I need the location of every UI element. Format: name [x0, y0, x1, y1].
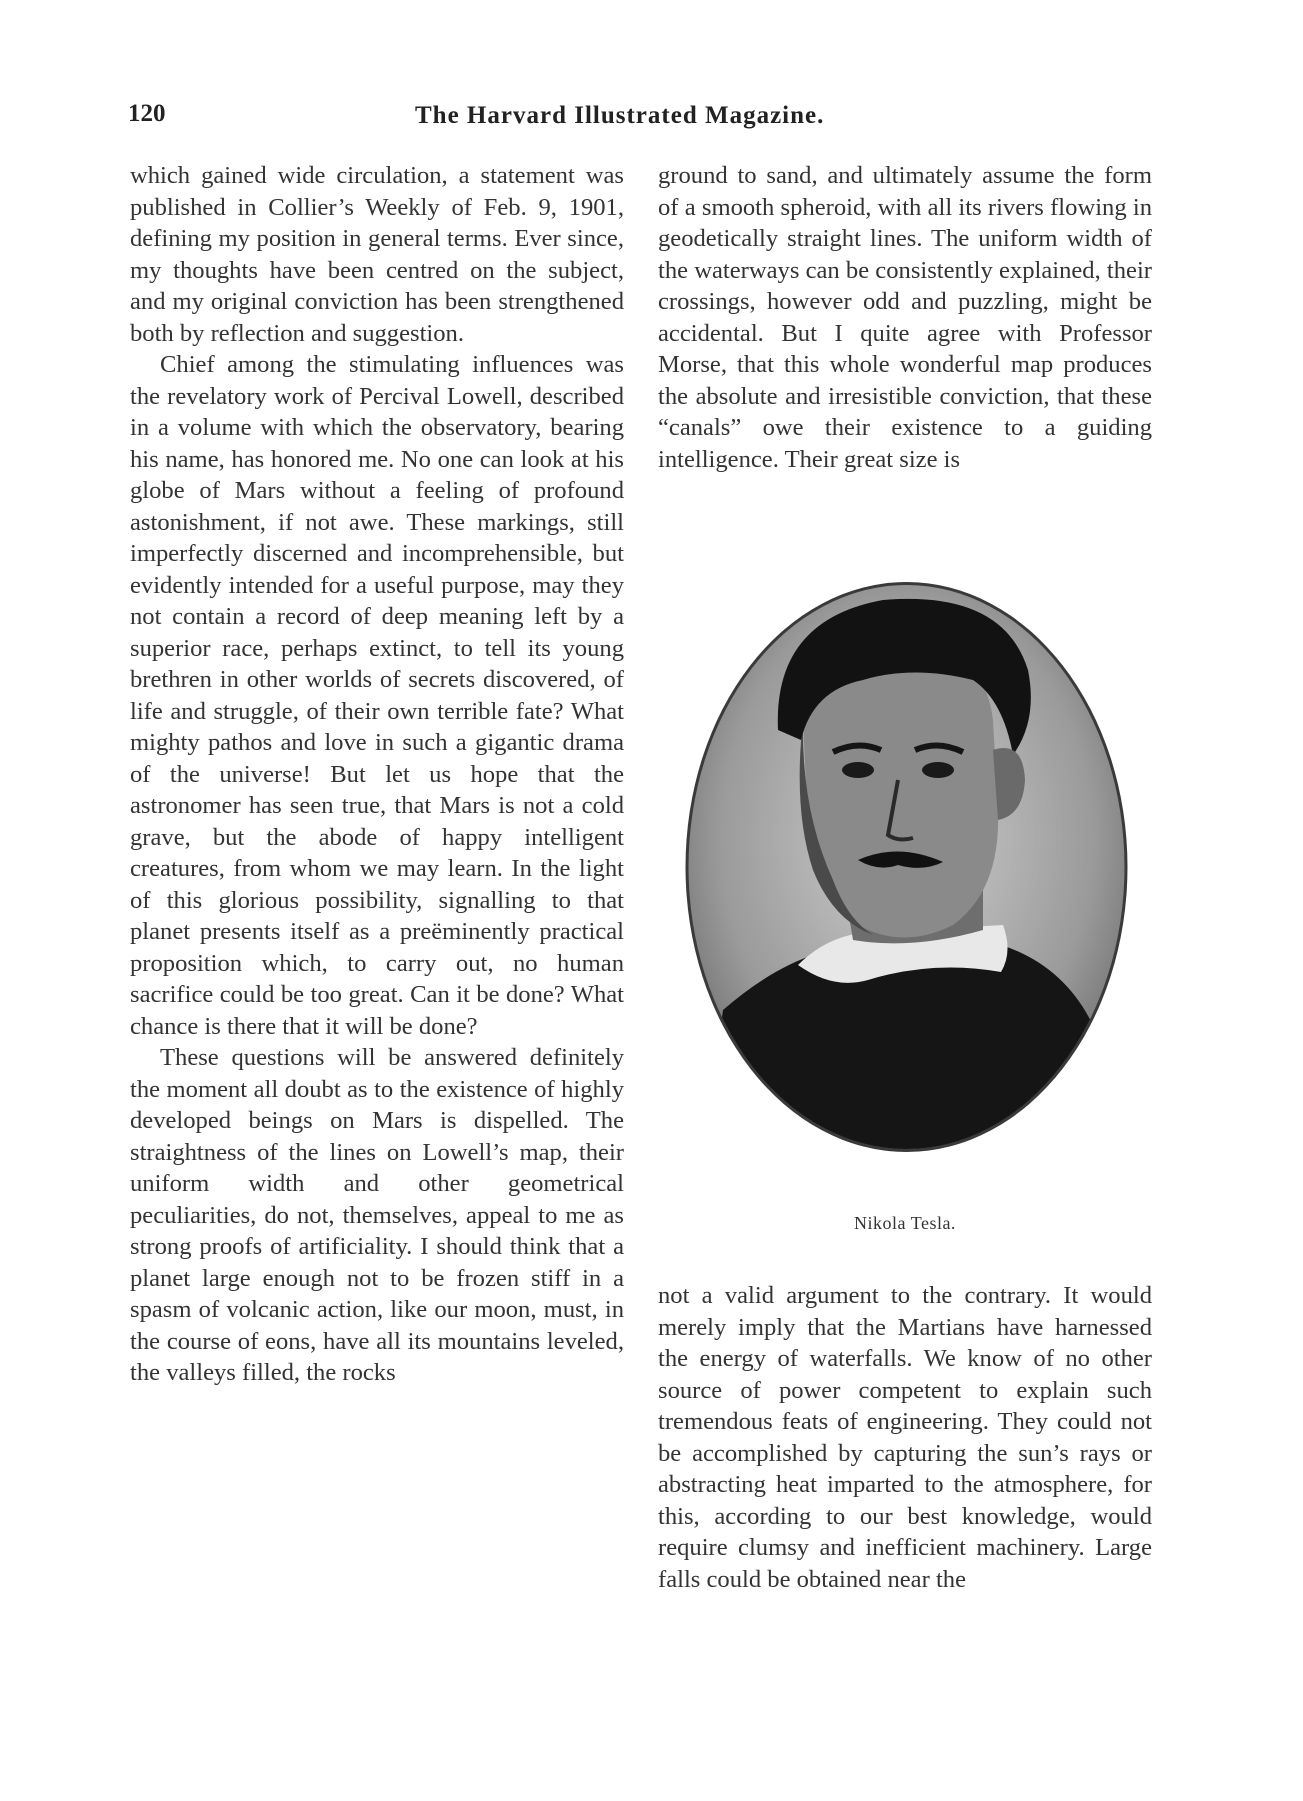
right-paragraph-bottom: not a valid argument to the contrary. It would merely imply that the Martians have harnessed the energy of waterfalls. We know of no other source of power competent to explain such tremendous feats of engineering. They could not be accomplished by capturing the sun’s rays or abstracting heat imparted to the atmosphere, for this, according to our best knowledge, would require clumsy and inefficient machinery. Large falls could be obtained near the — [658, 1282, 1152, 1593]
portrait-svg — [683, 580, 1130, 1154]
left-paragraph-3: These questions will be answered definitely the moment all doubt as to the existence of highly developed beings on Mars is dispelled. The straightness of the lines on Lowell’s map, their uniform width and other geometrical peculiarities, do not, themselves, appeal to me as strong proofs of artificiality. I should think that a planet large enough not to be frozen stiff in a spasm of volcanic action, like our moon, must, in the course of eons, have all its mountains leveled, the valleys filled, the rocks — [130, 1044, 624, 1386]
page-number: 120 — [128, 100, 166, 127]
portrait-left-eye — [842, 762, 874, 778]
left-paragraph-2: Chief among the stimulating influences was the revelatory work of Percival Lowell, described in a volume with which the observatory, bearing his name, has honored me. No one can look at his globe of Mars without a feeling of profound astonishment, if not awe. These markings, still imperfectly discerned and incomprehensible, but evidently intended for a useful purpose, may they not contain a record of deep meaning left by a superior race, perhaps extinct, to tell its young brethren in other worlds of secrets discovered, of life and struggle, of their own terrible fate? What mighty pathos and love in such a gigantic drama of the universe! But let us hope that the astronomer has seen true, that Mars is not a cold grave, but the abode of happy intelligent creatures, from whom we may learn. In the light of this glorious possibility, signalling to that planet presents itself as a preëminently practical proposition which, to carry out, no human sacrifice could be too great. Can it be done? What chance is there that it will be done? — [130, 351, 624, 1040]
portrait-illustration — [683, 580, 1130, 1154]
right-column-top — [658, 160, 1152, 475]
portrait-caption: Nikola Tesla. — [854, 1213, 956, 1233]
left-paragraph-1: which gained wide circulation, a statement was published in Collier’s Weekly of Feb. 9, 1901, defining my position in general terms. Ever since, my thoughts have been centred on the subject, and my original conviction has been strengthened both by reflection and suggestion. — [130, 162, 624, 347]
portrait-right-eye — [922, 762, 954, 778]
right-column-bottom — [658, 1280, 1152, 1595]
running-head: The Harvard Illustrated Magazine. — [415, 102, 825, 129]
left-column — [130, 160, 624, 1389]
right-paragraph-top: ground to sand, and ultimately assume the form of a smooth spheroid, with all its rivers flowing in geodetically straight lines. The uniform width of the waterways can be consistently explained, their crossings, however odd and puzzling, might be accidental. But I quite agree with Professor Morse, that this whole wonderful map produces the absolute and irresistible conviction, that these “canals” owe their existence to a guiding intelligence. Their great size is — [658, 162, 1152, 473]
